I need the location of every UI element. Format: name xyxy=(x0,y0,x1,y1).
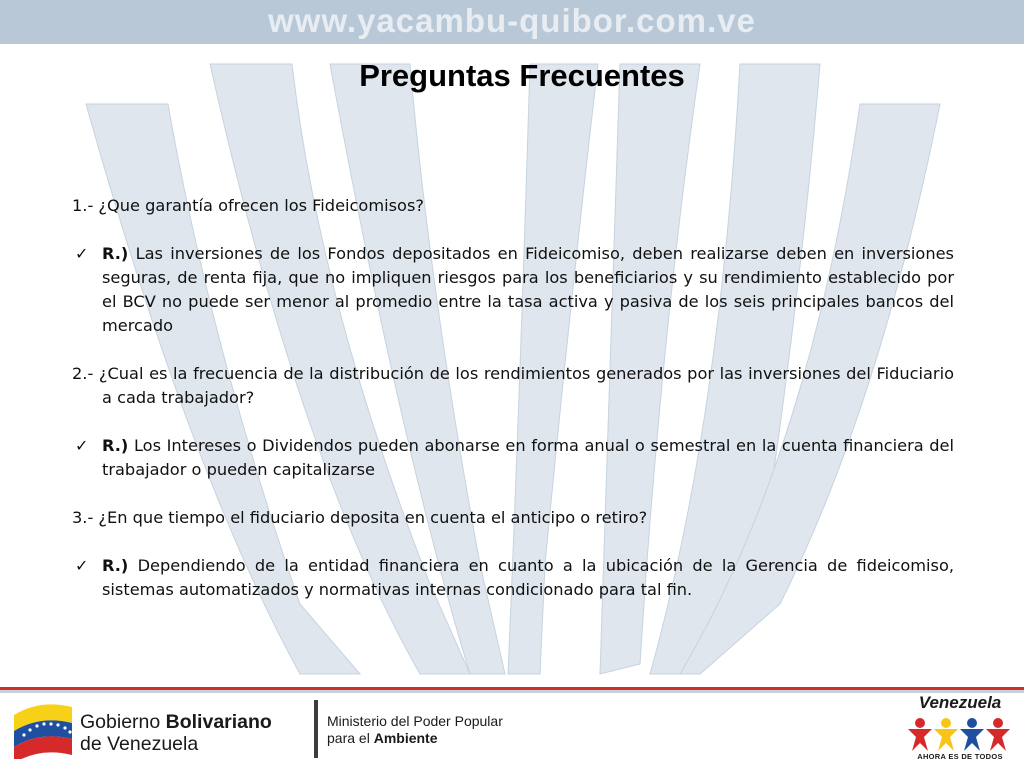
venezuela-flag-icon xyxy=(10,693,76,759)
faq-content xyxy=(72,194,954,626)
check-icon: ✓ xyxy=(75,556,89,575)
faq-question-1: 1.- ¿Que garantía ofrecen los Fideicomisos? xyxy=(72,196,424,215)
ministerio-ambiente: Ambiente xyxy=(373,730,438,746)
gobierno-word: Gobierno xyxy=(80,711,161,733)
gobierno-bolivariano-line2: de Venezuela xyxy=(80,733,199,755)
faq-question-3: 3.- ¿En que tiempo el fiduciario deposita en cuenta el anticipo o retiro? xyxy=(72,508,648,527)
ministerio-line2 xyxy=(327,730,438,746)
check-icon: ✓ xyxy=(75,244,89,263)
answer-prefix: R.) xyxy=(102,556,129,575)
answer-prefix: R.) xyxy=(102,244,129,263)
answer-prefix: R.) xyxy=(102,436,129,455)
ministerio-line1: Ministerio del Poder Popular xyxy=(327,713,503,729)
footer-separator xyxy=(314,700,318,758)
page-title: Preguntas Frecuentes xyxy=(359,58,685,93)
answer-text: Las inversiones de los Fondos depositados en Fideicomiso, deben realizarse deben en inversiones seguras, de renta fija, que no impliquen riesgos para los beneficiarios y su rendimiento establecido por el BCV no puede ser menor al promedio entre la tasa activa y pasiva de los seis principales bancos del mercado xyxy=(102,244,954,335)
venezuela-logo-word: Venezuela xyxy=(918,693,1002,712)
faq-answer-3 xyxy=(72,554,954,602)
check-icon: ✓ xyxy=(75,436,89,455)
site-url-watermark: www.yacambu-quibor.com.ve xyxy=(268,2,756,39)
gobierno-bolivariano-line1 xyxy=(80,711,272,734)
answer-text: Dependiendo de la entidad financiera en cuanto a la ubicación de la Gerencia de fideicomiso, sistemas automatizados y normativas internas condicionado para tal fin. xyxy=(102,556,954,599)
ministerio-prefix: para el xyxy=(327,730,370,746)
faq-answer-2 xyxy=(72,434,954,482)
answer-text: Los Intereses o Dividendos pueden abonarse en forma anual o semestral en la cuenta financiera del trabajador o pueden capitalizarse xyxy=(102,436,954,479)
faq-answer-1 xyxy=(72,242,954,338)
venezuela-slogan: AHORA ES DE TODOS xyxy=(917,752,1003,761)
bolivariano-word: Bolivariano xyxy=(165,711,272,733)
faq-question-2: 2.- ¿Cual es la frecuencia de la distribución de los rendimientos generados por las inversiones del Fiduciario a cada trabajador? xyxy=(72,364,954,407)
